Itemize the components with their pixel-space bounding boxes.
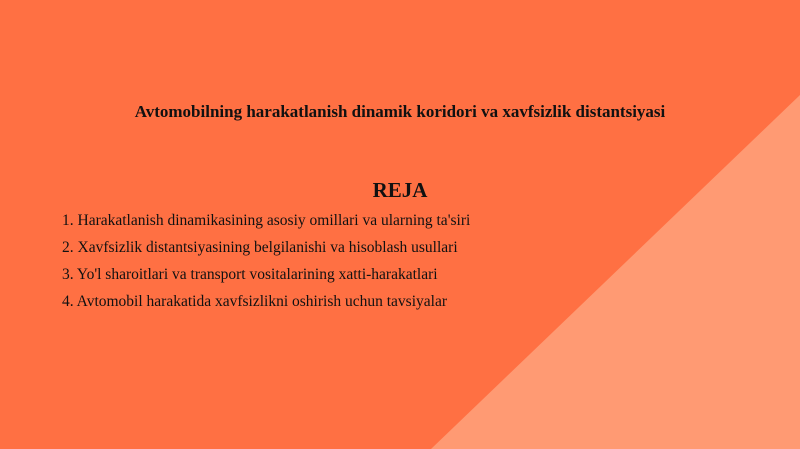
plan-item-3: 3. Yo'l sharoitlari va transport vositalarining xatti-harakatlari xyxy=(62,266,438,283)
plan-list xyxy=(62,207,470,315)
plan-item-4: 4. Avtomobil harakatida xavfsizlikni oshirish uchun tavsiyalar xyxy=(62,293,447,310)
plan-item-1: 1. Harakatlanish dinamikasining asosiy omillari va ularning ta'siri xyxy=(62,212,471,229)
slide-title: Avtomobilning harakatlanish dinamik koridori va xavfsizlik distantsiyasi xyxy=(134,102,666,121)
plan-heading: REJA xyxy=(372,178,428,202)
plan-item-2: 2. Xavfsizlik distantsiyasining belgilanishi va hisoblash usullari xyxy=(62,239,458,256)
